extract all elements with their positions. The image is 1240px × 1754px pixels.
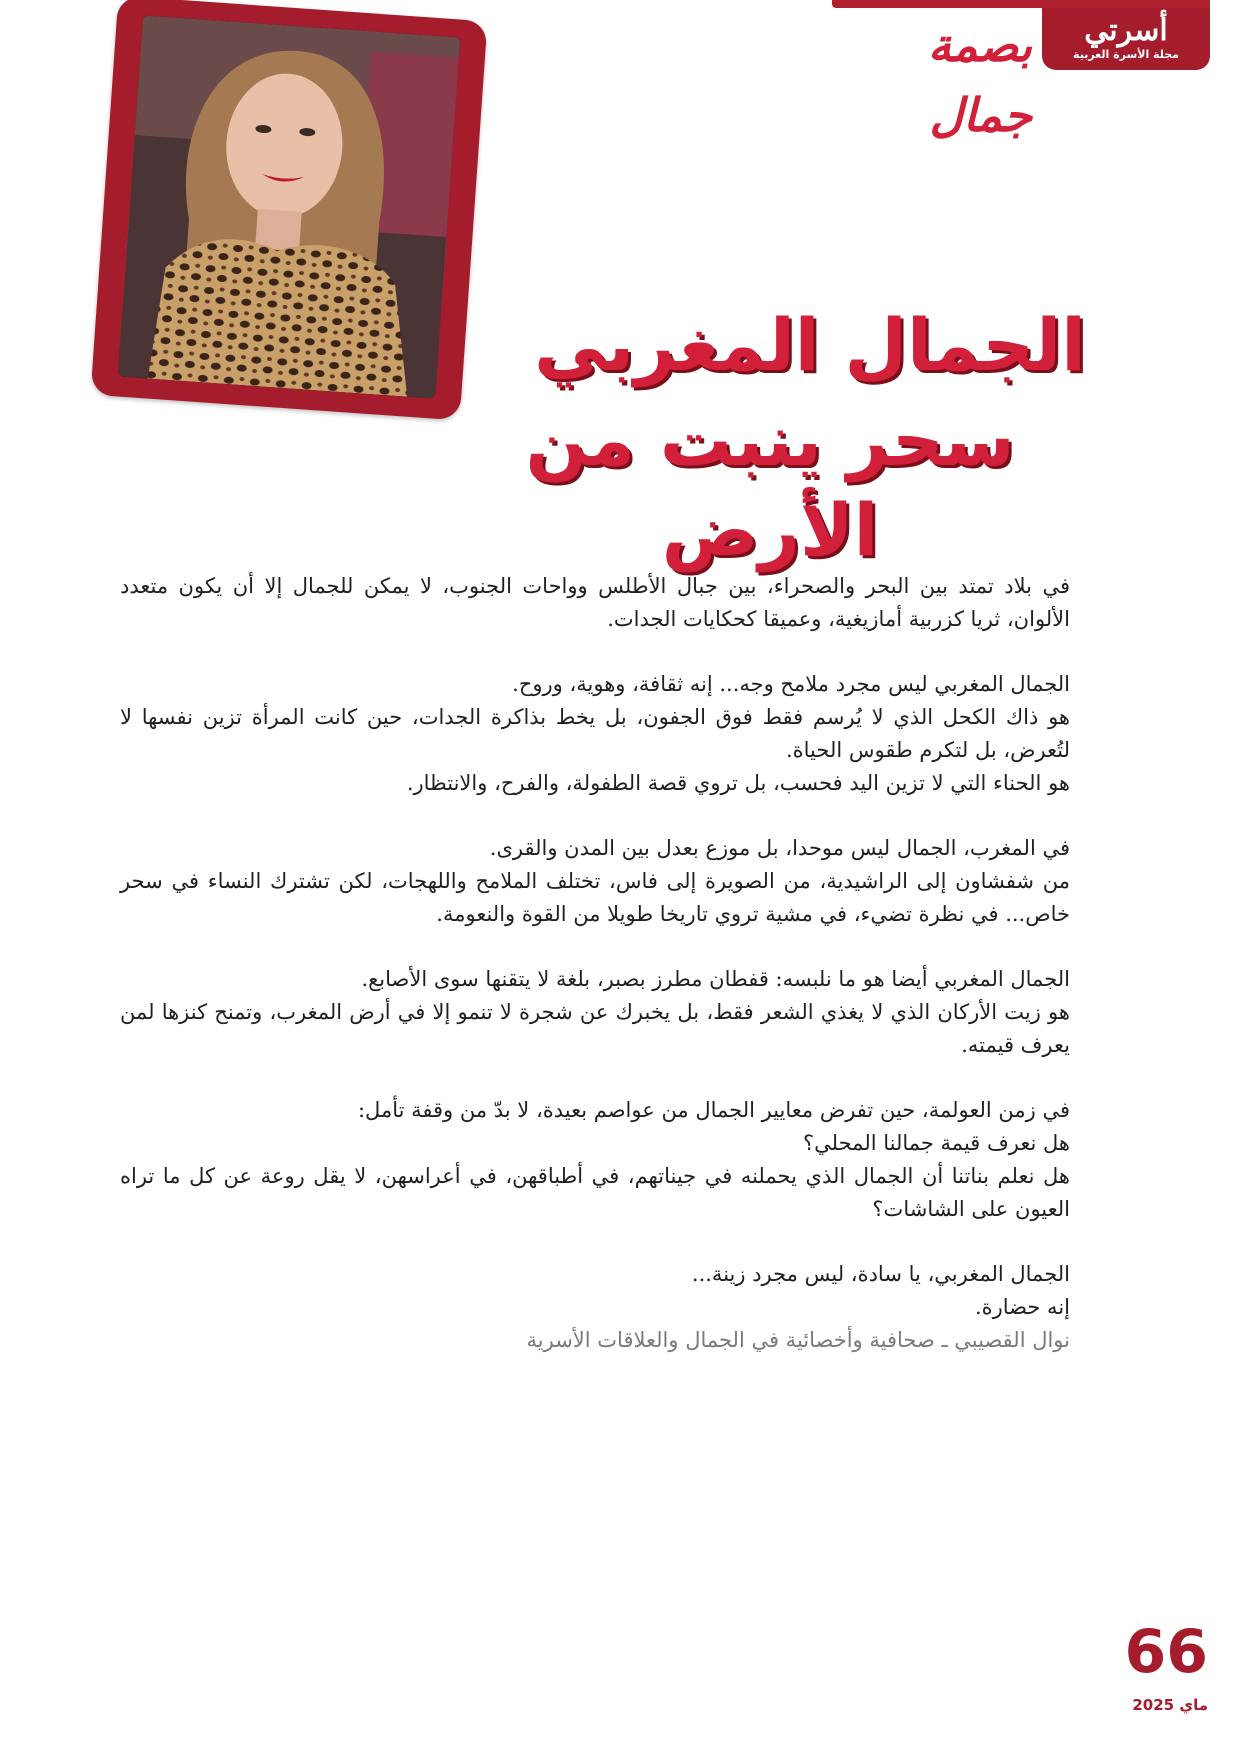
article-body [120, 570, 1070, 1357]
author-photo [118, 15, 460, 398]
paragraph-1 [120, 570, 1070, 636]
author-byline: نوال القصيبي ـ صحافية وأخصائية في الجمال والعلاقات الأسرية [526, 1328, 1070, 1352]
paragraph-line: هو ذاك الكحل الذي لا يُرسم فقط فوق الجفون، بل يخط بذاكرة الجدات، حين كانت المرأة تزين نفسها لا لتُعرض، بل لتكرم طقوس الحياة. [120, 705, 1070, 762]
paragraph-line: في بلاد تمتد بين البحر والصحراء، بين جبال الأطلس وواحات الجنوب، لا يمكن للجمال إلا أن يكون متعدد الألوان، ثريا كزربية أمازيغية، وعميقا كحكايات الجدات. [120, 574, 1070, 631]
paragraph-line: الجمال المغربي، يا سادة، ليس مجرد زينة... [691, 1262, 1070, 1286]
paragraph-line: الجمال المغربي أيضا هو ما نلبسه: قفطان مطرز بصبر، بلغة لا يتقنها سوى الأصابع. [361, 967, 1070, 991]
paragraph-5 [120, 1094, 1070, 1226]
paragraph-line: هو زيت الأركان الذي لا يغذي الشعر فقط، بل يخبرك عن شجرة لا تنمو إلا في أرض المغرب، وتمنح كنزها لمن يعرف قيمته. [120, 1000, 1070, 1057]
header-band [832, 0, 1210, 8]
article-title-line2: سحر ينبت من الأرض [525, 398, 1015, 572]
paragraph-line: في زمن العولمة، حين تفرض معايير الجمال من عواصم بعيدة، لا بدّ من وقفة تأمل: [357, 1098, 1070, 1122]
paragraph-line: هل نعرف قيمة جمالنا المحلي؟ [803, 1131, 1070, 1155]
paragraph-6 [120, 1258, 1070, 1357]
logo-tagline: مجلة الأسرة العربية [1073, 48, 1179, 61]
paragraph-line: في المغرب، الجمال ليس موحدا، بل موزع بعدل بين المدن والقرى. [489, 836, 1070, 860]
paragraph-line: من شفشاون إلى الراشيدية، من الصويرة إلى فاس، تختلف الملامح واللهجات، لكن تشترك النساء في سحر خاص... في نظرة تضيء، في مشية تروي تاريخا طويلا من القوة والنعومة. [120, 869, 1070, 926]
paragraph-line: هو الحناء التي لا تزين اليد فحسب، بل تروي قصة الطفولة، والفرح، والانتظار. [406, 771, 1070, 795]
photo-frame [90, 0, 487, 420]
paragraph-4 [120, 963, 1070, 1062]
article-title-line1: الجمال المغربي [534, 303, 1086, 387]
paragraph-line: إنه حضارة. [974, 1295, 1070, 1319]
page-number: 66 [1124, 1617, 1208, 1687]
paragraph-line: الجمال المغربي ليس مجرد ملامح وجه... إنه ثقافة، وهوية، وروح. [512, 672, 1070, 696]
paragraph-3 [120, 832, 1070, 931]
section-label: بصمة جمال [928, 18, 1032, 142]
paragraph-line: هل نعلم بناتنا أن الجمال الذي يحملنه في جيناتهم، في أطباقهن، في أعراسهن، لا يقل روعة عن كل ما تراه العيون على الشاشات؟ [120, 1164, 1070, 1221]
magazine-logo [1042, 8, 1210, 70]
logo-word: أسرتي [1084, 13, 1168, 48]
paragraph-2 [120, 668, 1070, 800]
issue-date: ماي 2025 [1132, 1696, 1208, 1714]
